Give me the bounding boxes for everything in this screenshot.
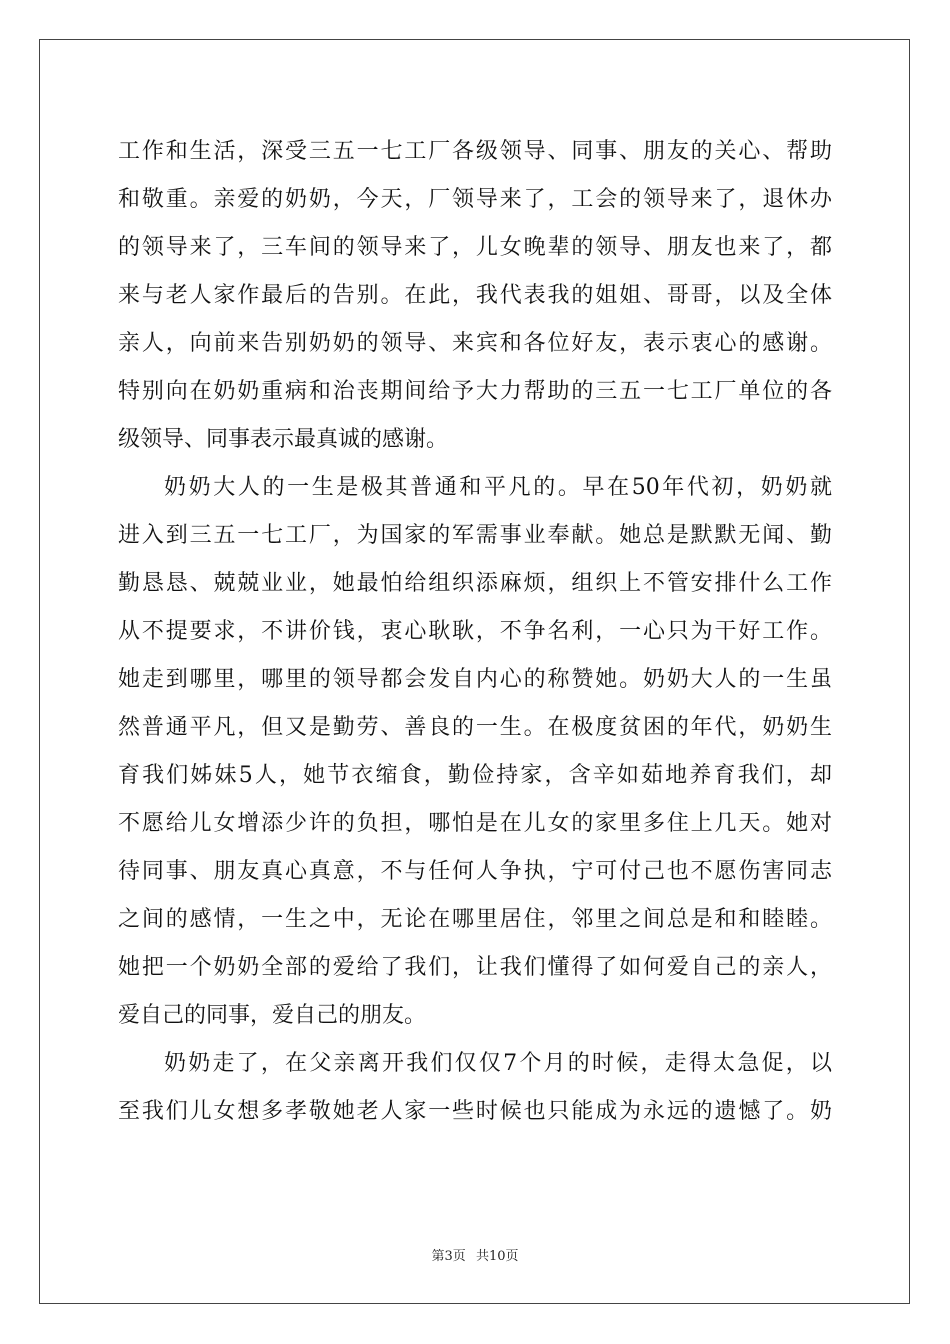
text-line: 勤恳恳、兢兢业业，她最怕给组织添麻烦，组织上不管安排什么工作 bbox=[118, 571, 832, 596]
text-line: 待同事、朋友真心真意，不与任何人争执，宁可付己也不愿伤害同志 bbox=[118, 859, 832, 884]
text-line: 进入到三五一七工厂，为国家的军需事业奉献。她总是默默无闻、勤 bbox=[118, 523, 832, 548]
text-line: 奶奶走了，在父亲离开我们仅仅7个月的时候，走得太急促，以 bbox=[164, 1051, 832, 1076]
text-line: 她走到哪里，哪里的领导都会发自内心的称赞她。奶奶大人的一生虽 bbox=[118, 667, 832, 692]
text-line: 从不提要求，不讲价钱，衷心耿耿，不争名利，一心只为干好工作。 bbox=[118, 619, 832, 644]
text-line: 特别向在奶奶重病和治丧期间给予大力帮助的三五一七工厂单位的各 bbox=[118, 379, 832, 404]
text-line: 她把一个奶奶全部的爱给了我们，让我们懂得了如何爱自己的亲人， bbox=[118, 955, 832, 980]
text-line: 和敬重。亲爱的奶奶，今天，厂领导来了，工会的领导来了，退休办 bbox=[118, 187, 832, 212]
text-line: 然普通平凡，但又是勤劳、善良的一生。在极度贫困的年代，奶奶生 bbox=[118, 715, 832, 740]
text-line: 爱自己的同事，爱自己的朋友。 bbox=[118, 1003, 427, 1028]
page-number: 第3页 bbox=[431, 1249, 466, 1264]
page-footer bbox=[0, 1248, 950, 1266]
text-line: 工作和生活，深受三五一七工厂各级领导、同事、朋友的关心、帮助 bbox=[118, 139, 832, 164]
text-line: 级领导、同事表示最真诚的感谢。 bbox=[118, 427, 449, 452]
text-line: 奶奶大人的一生是极其普通和平凡的。早在50年代初，奶奶就 bbox=[164, 475, 832, 500]
text-line: 来与老人家作最后的告别。在此，我代表我的姐姐、哥哥，以及全体 bbox=[118, 283, 832, 308]
text-line: 至我们儿女想多孝敬她老人家一些时候也只能成为永远的遗憾了。奶 bbox=[118, 1099, 832, 1124]
page-total: 共10页 bbox=[475, 1249, 519, 1264]
text-line: 之间的感情，一生之中，无论在哪里居住，邻里之间总是和和睦睦。 bbox=[118, 907, 832, 932]
document-body bbox=[118, 128, 832, 1136]
text-line: 育我们姊妹5人，她节衣缩食，勤俭持家，含辛如茹地养育我们，却 bbox=[118, 763, 832, 788]
text-line: 亲人，向前来告别奶奶的领导、来宾和各位好友，表示衷心的感谢。 bbox=[118, 331, 832, 356]
text-line: 不愿给儿女增添少许的负担，哪怕是在儿女的家里多住上几天。她对 bbox=[118, 811, 832, 836]
text-line: 的领导来了，三车间的领导来了，儿女晚辈的领导、朋友也来了，都 bbox=[118, 235, 832, 260]
